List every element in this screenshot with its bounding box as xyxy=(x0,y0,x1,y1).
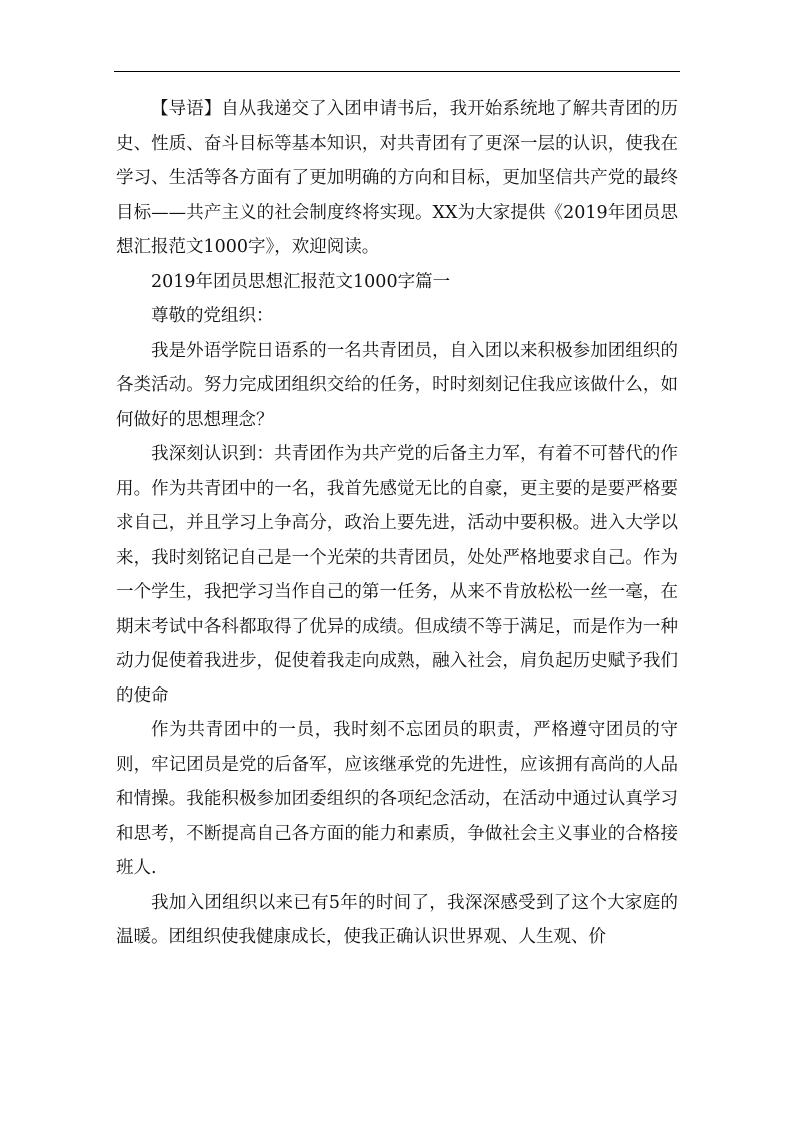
intro-paragraph: 【导语】自从我递交了入团申请书后，我开始系统地了解共青团的历史、性质、奋斗目标等基本知识，对共青团有了更深一层的认识，使我在学习、生活等各方面有了更加明确的方向和目标，更加坚信共产党的最终目标——共产主义的社会制度终将实现。XX为大家提供《2019年团员思想汇报范文1000字》，欢迎阅读。 xyxy=(116,99,678,257)
body-paragraph: 作为共青团中的一员，我时刻不忘团员的职责，严格遵守团员的守则，牢记团员是党的后备军，应该继承党的先进性，应该拥有高尚的人品和情操。我能积极参加团委组织的各项纪念活动，在活动中通过认真学习和思考，不断提高自己各方面的能力和素质，争做社会主义事业的合格接班人. xyxy=(116,720,678,878)
section-title: 2019年团员思想汇报范文1000字篇一 xyxy=(151,271,451,292)
salutation: 尊敬的党组织： xyxy=(151,306,274,326)
document-body xyxy=(116,92,678,955)
header-rule xyxy=(114,71,680,72)
body-paragraph: 我是外语学院日语系的一名共青团员，自入团以来积极参加团组织的各类活动。努力完成团组织交给的任务，时时刻刻记住我应该做什么，如何做好的思想理念？ xyxy=(116,340,678,430)
body-paragraph: 我加入团组织以来已有5年的时间了，我深深感受到了这个大家庭的温暖。团组织使我健康成长，使我正确认识世界观、人生观、价 xyxy=(116,892,678,947)
body-paragraph: 我深刻认识到：共青团作为共产党的后备主力军，有着不可替代的作用。作为共青团中的一名，我首先感觉无比的自豪，更主要的是要严格要求自己，并且学习上争高分，政治上要先进，活动中要积极。进入大学以来，我时刻铭记自己是一个光荣的共青团员，处处严格地要求自己。作为一个学生，我把学习当作自己的第一任务，从来不肯放松松一丝一毫，在期末考试中各科都取得了优异的成绩。但成绩不等于满足，而是作为一种动力促使着我进步，促使着我走向成熟，融入社会，肩负起历史赋予我们的使命 xyxy=(116,444,678,706)
